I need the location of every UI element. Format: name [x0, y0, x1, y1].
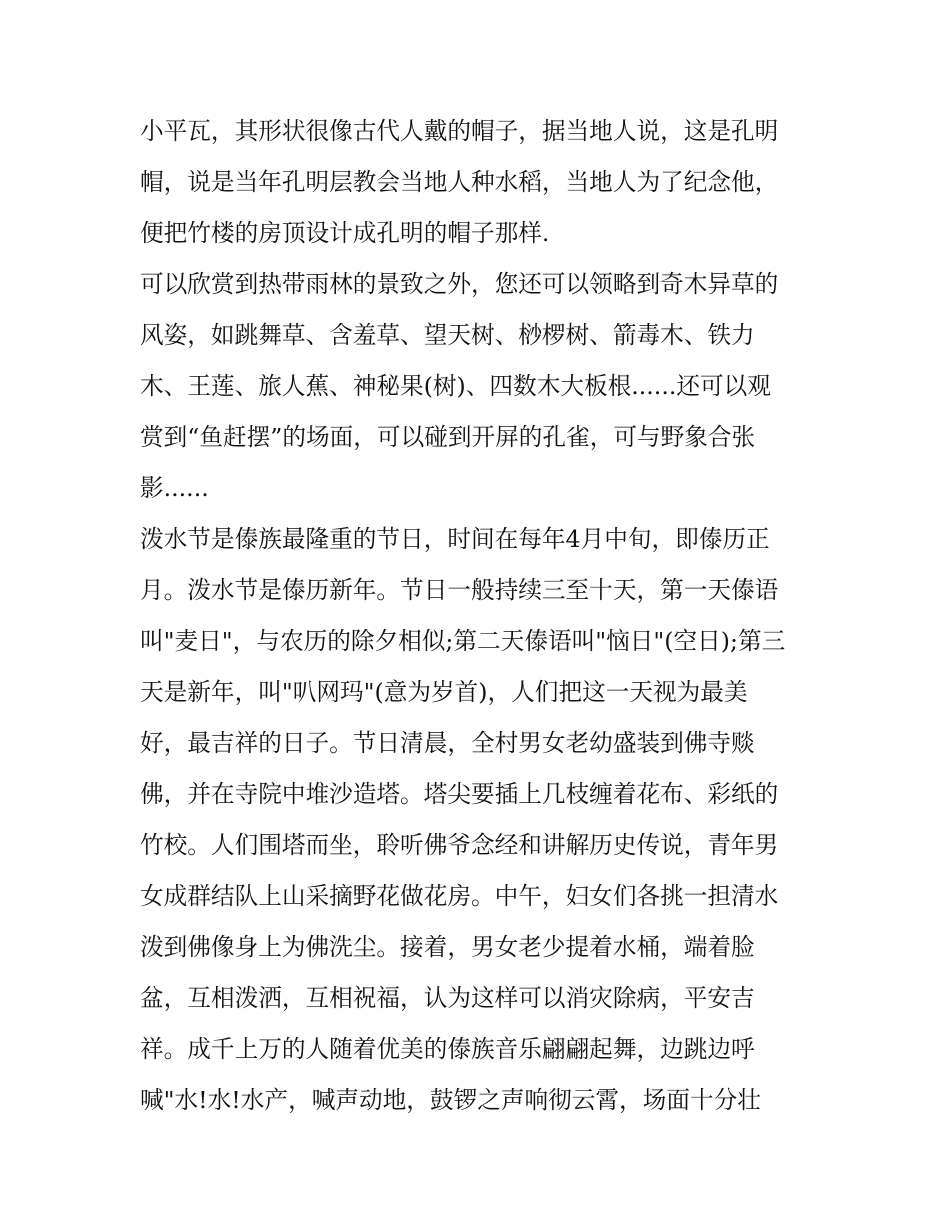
- text-line: 女成群结队上山采摘野花做花房。中午，妇女们各挑一担清水: [140, 882, 779, 910]
- text-line: 赏到“鱼赶摆”的场面，可以碰到开屏的孔雀，可与野象合张: [140, 423, 756, 451]
- text-line: 好，最吉祥的日子。节日清晨，全村男女老幼盛装到佛寺赕: [140, 729, 755, 757]
- text-line: 叫"麦日"，与农历的除夕相似;第二天傣语叫"恼日"(空日);第三: [140, 627, 786, 655]
- text-line: 天是新年，叫"叭网玛"(意为岁首)，人们把这一天视为最美: [140, 678, 748, 706]
- text-line: 竹校。人们围塔而坐，聆听佛爷念经和讲解历史传说，青年男: [140, 831, 779, 859]
- text-line: 月。泼水节是傣历新年。节日一般持续三至十天，第一天傣语: [140, 576, 779, 604]
- text-line: 风姿，如跳舞草、含羞草、望天树、桫椤树、箭毒木、铁力: [140, 321, 755, 349]
- body-text: [140, 111, 830, 1131]
- text-line: 小平瓦，其形状很像古代人戴的帽子，据当地人说，这是孔明: [140, 117, 779, 145]
- text-line: 佛，并在寺院中堆沙造塔。塔尖要插上几枝缠着花布、彩纸的: [140, 780, 779, 808]
- text-line: 木、王莲、旅人蕉、神秘果(树)、四数木大板根......还可以观: [140, 372, 771, 400]
- text-line: 帽，说是当年孔明层教会当地人种水稻，当地人为了纪念他，: [140, 168, 779, 196]
- text-line: 影......: [140, 474, 209, 502]
- text-line: 喊"水!水!水产，喊声动地，鼓锣之声响彻云霄，场面十分壮: [140, 1086, 761, 1114]
- text-line: 可以欣赏到热带雨林的景致之外，您还可以领略到奇木异草的: [140, 270, 779, 298]
- text-line: 盆，互相泼洒，互相祝福，认为这样可以消灾除病，平安吉: [140, 984, 755, 1012]
- text-line: 泼到佛像身上为佛洗尘。接着，男女老少提着水桶，端着脸: [140, 933, 755, 961]
- text-line: 泼水节是傣族最隆重的节日，时间在每年4月中旬，即傣历正: [140, 525, 770, 553]
- text-line: 祥。成千上万的人随着优美的傣族音乐翩翩起舞，边跳边呼: [140, 1035, 755, 1063]
- text-line: 便把竹楼的房顶设计成孔明的帽子那样.: [140, 219, 550, 247]
